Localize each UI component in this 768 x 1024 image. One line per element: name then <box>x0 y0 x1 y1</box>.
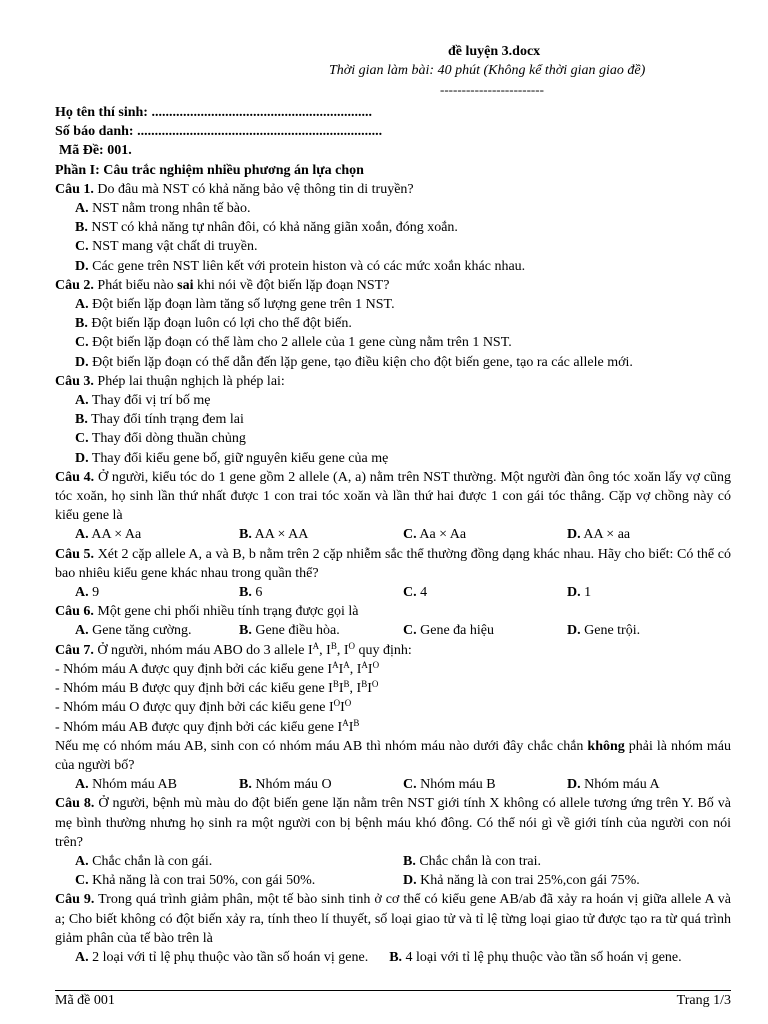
q2-option-b: B. Đột biến lặp đoạn luôn có lợi cho thể đột biến. <box>75 316 352 332</box>
q4-option-a: A. AA × Aa <box>75 527 142 543</box>
q7-option-a: A. Nhóm máu AB <box>75 777 177 793</box>
q4-option-d: D. AA × aa <box>567 527 631 543</box>
q3-option-c: C. Thay đổi dòng thuần chủng <box>75 431 246 447</box>
q6-options <box>55 621 731 640</box>
q5-option-b: B. 6 <box>239 585 263 601</box>
question-1: Câu 1. Do đâu mà NST có khả năng bảo vệ thông tin di truyền? <box>55 181 414 197</box>
q8-options-row1 <box>55 852 731 871</box>
question-8: Câu 8. Ở người, bệnh mù màu do đột biến gene lặn nằm trên NST giới tính X không có allele tương ứng trên Y. Bố và mẹ bình thường nhưng họ sinh ra một người con bị bệnh máu khó đông. Có thể nói gì về giới tính của người con nói trên? <box>55 796 731 850</box>
q1-option-c: C. NST mang vật chất di truyền. <box>75 239 258 255</box>
question-6: Câu 6. Một gene chi phối nhiều tính trạng được gọi là <box>55 604 359 620</box>
q8-option-c: C. Khả năng là con trai 50%, con gái 50%. <box>75 873 316 889</box>
q2-option-d: D. Đột biến lặp đoạn có thể dẫn đến lặp gene, tạo điều kiện cho đột biến gene, tạo ra các allele mới. <box>75 354 633 370</box>
q5-option-a: A. 9 <box>75 585 100 601</box>
q7-option-b: B. Nhóm máu O <box>239 777 332 793</box>
q7-blood-ab-line: - Nhóm máu AB được quy định bởi các kiểu gene $I^AI^B$ <box>55 717 360 735</box>
q8-option-b: B. Chắc chắn là con trai. <box>403 853 542 869</box>
document-title: đề luyện 3.docx <box>448 44 541 59</box>
footer-divider <box>55 990 731 991</box>
q2-option-c: C. Đột biến lặp đoạn có thể làm cho 2 allele của 1 gene cùng nằm trên 1 NST. <box>75 335 512 351</box>
q9-options: A. 2 loại với tỉ lệ phụ thuộc vào tần số hoán vị gene. B. 4 loại với tỉ lệ phụ thuộc vào tần số hoán vị gene. <box>75 949 682 965</box>
exam-content <box>55 103 731 967</box>
q7-blood-o-line: - Nhóm máu O được quy định bởi các kiểu gene $I^OI^O$ <box>55 698 352 716</box>
q1-option-b: B. NST có khả năng tự nhân đôi, có khả năng giãn xoắn, đóng xoắn. <box>75 220 458 236</box>
q9-option-b: 4 loại với tỉ lệ phụ thuộc vào tần số hoán vị gene. <box>405 949 682 965</box>
q5-options <box>55 583 731 602</box>
question-9: Câu 9. Trong quá trình giảm phân, một tế bào sinh tinh ở cơ thể có kiểu gene AB/ab đã xảy ra hoán vị giữa allele A và a; Cho biết không có đột biến xảy ra, tính theo lí thuyết, số loại giao tử và tỉ lệ từng loại giao tử được tạo ra từ quá trình giảm phân của tế bào trên là <box>55 892 731 946</box>
question-3: Câu 3. Phép lai thuận nghịch là phép lai: <box>55 373 285 389</box>
q4-option-b: B. AA × AA <box>239 527 309 543</box>
q7-blood-b-line: - Nhóm máu B được quy định bởi các kiểu gene $I^BI^B$, $I^BI^O$ <box>55 679 379 697</box>
q7-option-c: C. Nhóm máu B <box>403 777 496 793</box>
q6-option-b: B. Gene điều hòa. <box>239 623 340 639</box>
q6-option-a: A. Gene tăng cường. <box>75 623 192 639</box>
header-rule: ------------------------ <box>440 82 544 97</box>
student-id-line: Số báo danh: ...................................................................... <box>55 124 383 140</box>
footer-page-number: Trang 1/3 <box>676 993 731 1008</box>
q6-option-c: C. Gene đa hiệu <box>403 623 494 639</box>
q7-question: Nếu mẹ có nhóm máu AB, sinh con có nhóm máu AB thì nhóm máu nào dưới đây chắc chắn không phải là nhóm máu của người bố? <box>55 738 731 773</box>
q3-option-d: D. Thay đổi kiểu gene bố, giữ nguyên kiểu gene của mẹ <box>75 450 389 466</box>
q1-option-a: A. NST nằm trong nhân tế bào. <box>75 201 251 217</box>
q8-option-a: A. Chắc chắn là con gái. <box>75 853 213 869</box>
exam-code: Mã Đề: 001. <box>59 143 132 159</box>
q7-blood-a-line: - Nhóm máu A được quy định bởi các kiểu gene $I^AI^A$, $I^AI^O$ <box>55 659 380 677</box>
question-7: Câu 7. Ở người, nhóm máu ABO do 3 allele $I^A$, $I^B$, $I^O$ quy định: <box>55 640 412 658</box>
q3-option-a: A. Thay đổi vị trí bố mẹ <box>75 393 211 409</box>
footer-exam-code: Mã đề 001 <box>55 993 115 1008</box>
student-name-line: Họ tên thí sinh: ............................................................... <box>55 105 372 120</box>
q2-option-a: A. Đột biến lặp đoạn làm tăng số lượng gene trên 1 NST. <box>75 297 395 313</box>
question-5: Câu 5. Xét 2 cặp allele A, a và B, b nằm trên 2 cặp nhiễm sắc thể thường đồng dạng khác nhau. Hãy cho biết: Có thể có bao nhiêu kiểu gene khác nhau trong quần thể? <box>55 546 731 581</box>
q1-option-d: D. Các gene trên NST liên kết với protein histon và có các mức xoắn khác nhau. <box>75 258 526 274</box>
q9-option-a: 2 loại với tỉ lệ phụ thuộc vào tần số hoán vị gene. <box>92 949 369 965</box>
part-heading: Phần I: Câu trắc nghiệm nhiều phương án lựa chọn <box>55 162 364 178</box>
exam-duration: Thời gian làm bài: 40 phút (Không kể thời gian giao đề) <box>329 63 646 78</box>
q5-option-d: D. 1 <box>567 585 592 601</box>
q7-options <box>55 775 731 794</box>
q5-option-c: C. 4 <box>403 585 428 601</box>
q8-option-d: D. Khả năng là con trai 25%,con gái 75%. <box>403 873 640 889</box>
q7-option-d: D. Nhóm máu A <box>567 777 660 793</box>
q4-option-c: C. Aa × Aa <box>403 527 467 543</box>
question-4: Câu 4. Ở người, kiểu tóc do 1 gene gồm 2 allele (A, a) nằm trên NST thường. Một người đàn ông tóc xoăn lấy vợ cũng tóc xoăn, họ sinh lần thứ nhất được 1 con trai tóc xoăn và lần thứ hai được 1 con gái tóc thẳng. Cặp vợ chồng này có kiểu gene là <box>55 469 732 524</box>
q6-option-d: D. Gene trội. <box>567 623 641 639</box>
q4-options <box>55 525 731 544</box>
q8-options-row2 <box>55 871 731 890</box>
q3-option-b: B. Thay đổi tính trạng đem lai <box>75 412 244 428</box>
question-2: Câu 2. Phát biểu nào sai khi nói về đột biến lặp đoạn NST? <box>55 277 390 293</box>
